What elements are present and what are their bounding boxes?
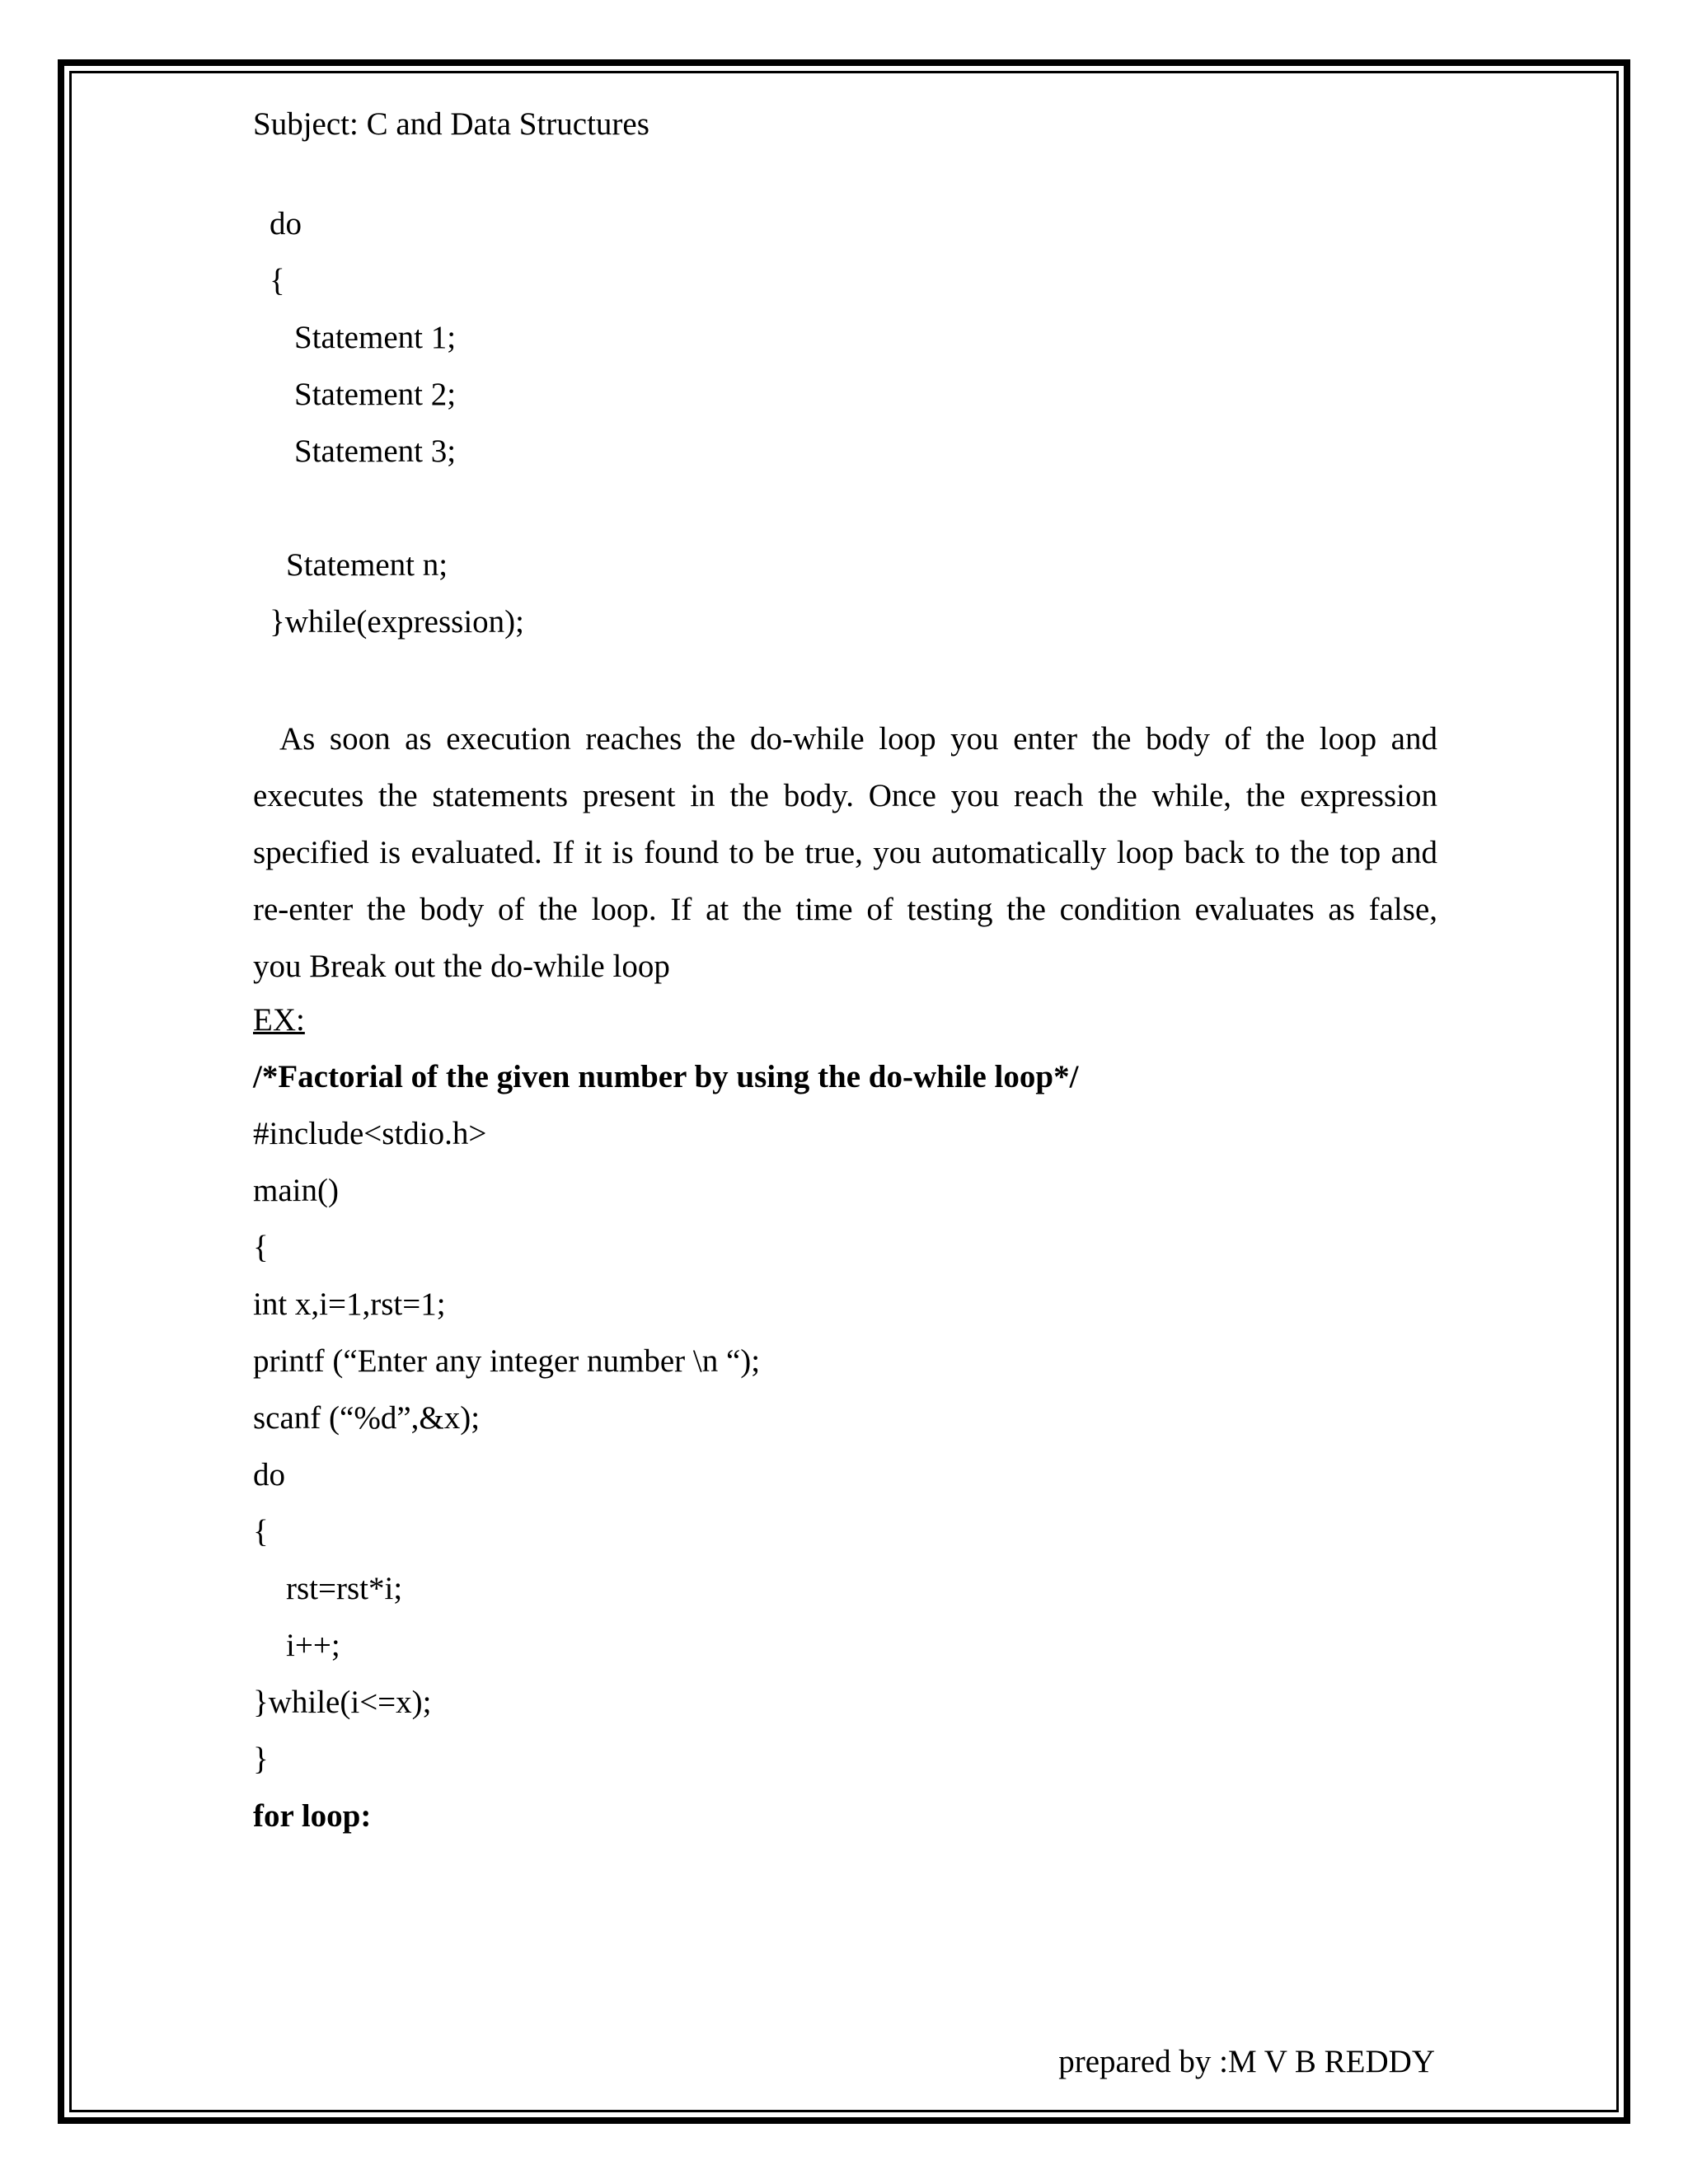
syntax-line-statement-3: Statement 3; <box>294 434 457 469</box>
syntax-line-while: }while(expression); <box>270 604 524 640</box>
code-line: { <box>253 1230 269 1265</box>
example-comment: /*Factorial of the given number by using the do-while loop*/ <box>253 1059 1079 1094</box>
code-line: #include<stdio.h> <box>253 1116 487 1151</box>
section-heading-for-loop: for loop: <box>253 1798 372 1834</box>
code-line: }while(i<=x); <box>253 1685 432 1720</box>
code-line: rst=rst*i; <box>286 1571 403 1606</box>
explanation-line: executes the statements present in the body. Once you reach the while, the expression <box>253 778 1437 813</box>
explanation-line: you Break out the do-while loop <box>253 949 670 984</box>
explanation-paragraph <box>253 710 1437 995</box>
syntax-line-statement-2: Statement 2; <box>294 377 457 412</box>
code-line: printf (“Enter any integer number \n “); <box>253 1343 761 1379</box>
syntax-line-statement-n: Statement n; <box>286 547 448 583</box>
code-line: } <box>253 1741 269 1777</box>
syntax-line-open-brace: { <box>270 263 285 298</box>
explanation-line: re-enter the body of the loop. If at the time of testing the condition evaluates as false, <box>253 892 1437 927</box>
example-label: EX: <box>253 1002 305 1038</box>
code-line: main() <box>253 1173 339 1208</box>
footer-prepared-by: prepared by :M V B REDDY <box>1058 2044 1435 2079</box>
explanation-line: As soon as execution reaches the do-while loop you enter the body of the loop and <box>279 721 1437 757</box>
syntax-line-statement-1: Statement 1; <box>294 320 457 355</box>
code-line: i++; <box>286 1628 340 1663</box>
code-line: { <box>253 1514 269 1549</box>
code-line: int x,i=1,rst=1; <box>253 1286 446 1322</box>
code-line: do <box>253 1457 285 1493</box>
subject-header: Subject: C and Data Structures <box>253 106 649 142</box>
explanation-line: specified is evaluated. If it is found to be true, you automatically loop back to the top and <box>253 835 1437 870</box>
syntax-line-do: do <box>270 206 302 241</box>
code-line: scanf (“%d”,&x); <box>253 1400 481 1436</box>
